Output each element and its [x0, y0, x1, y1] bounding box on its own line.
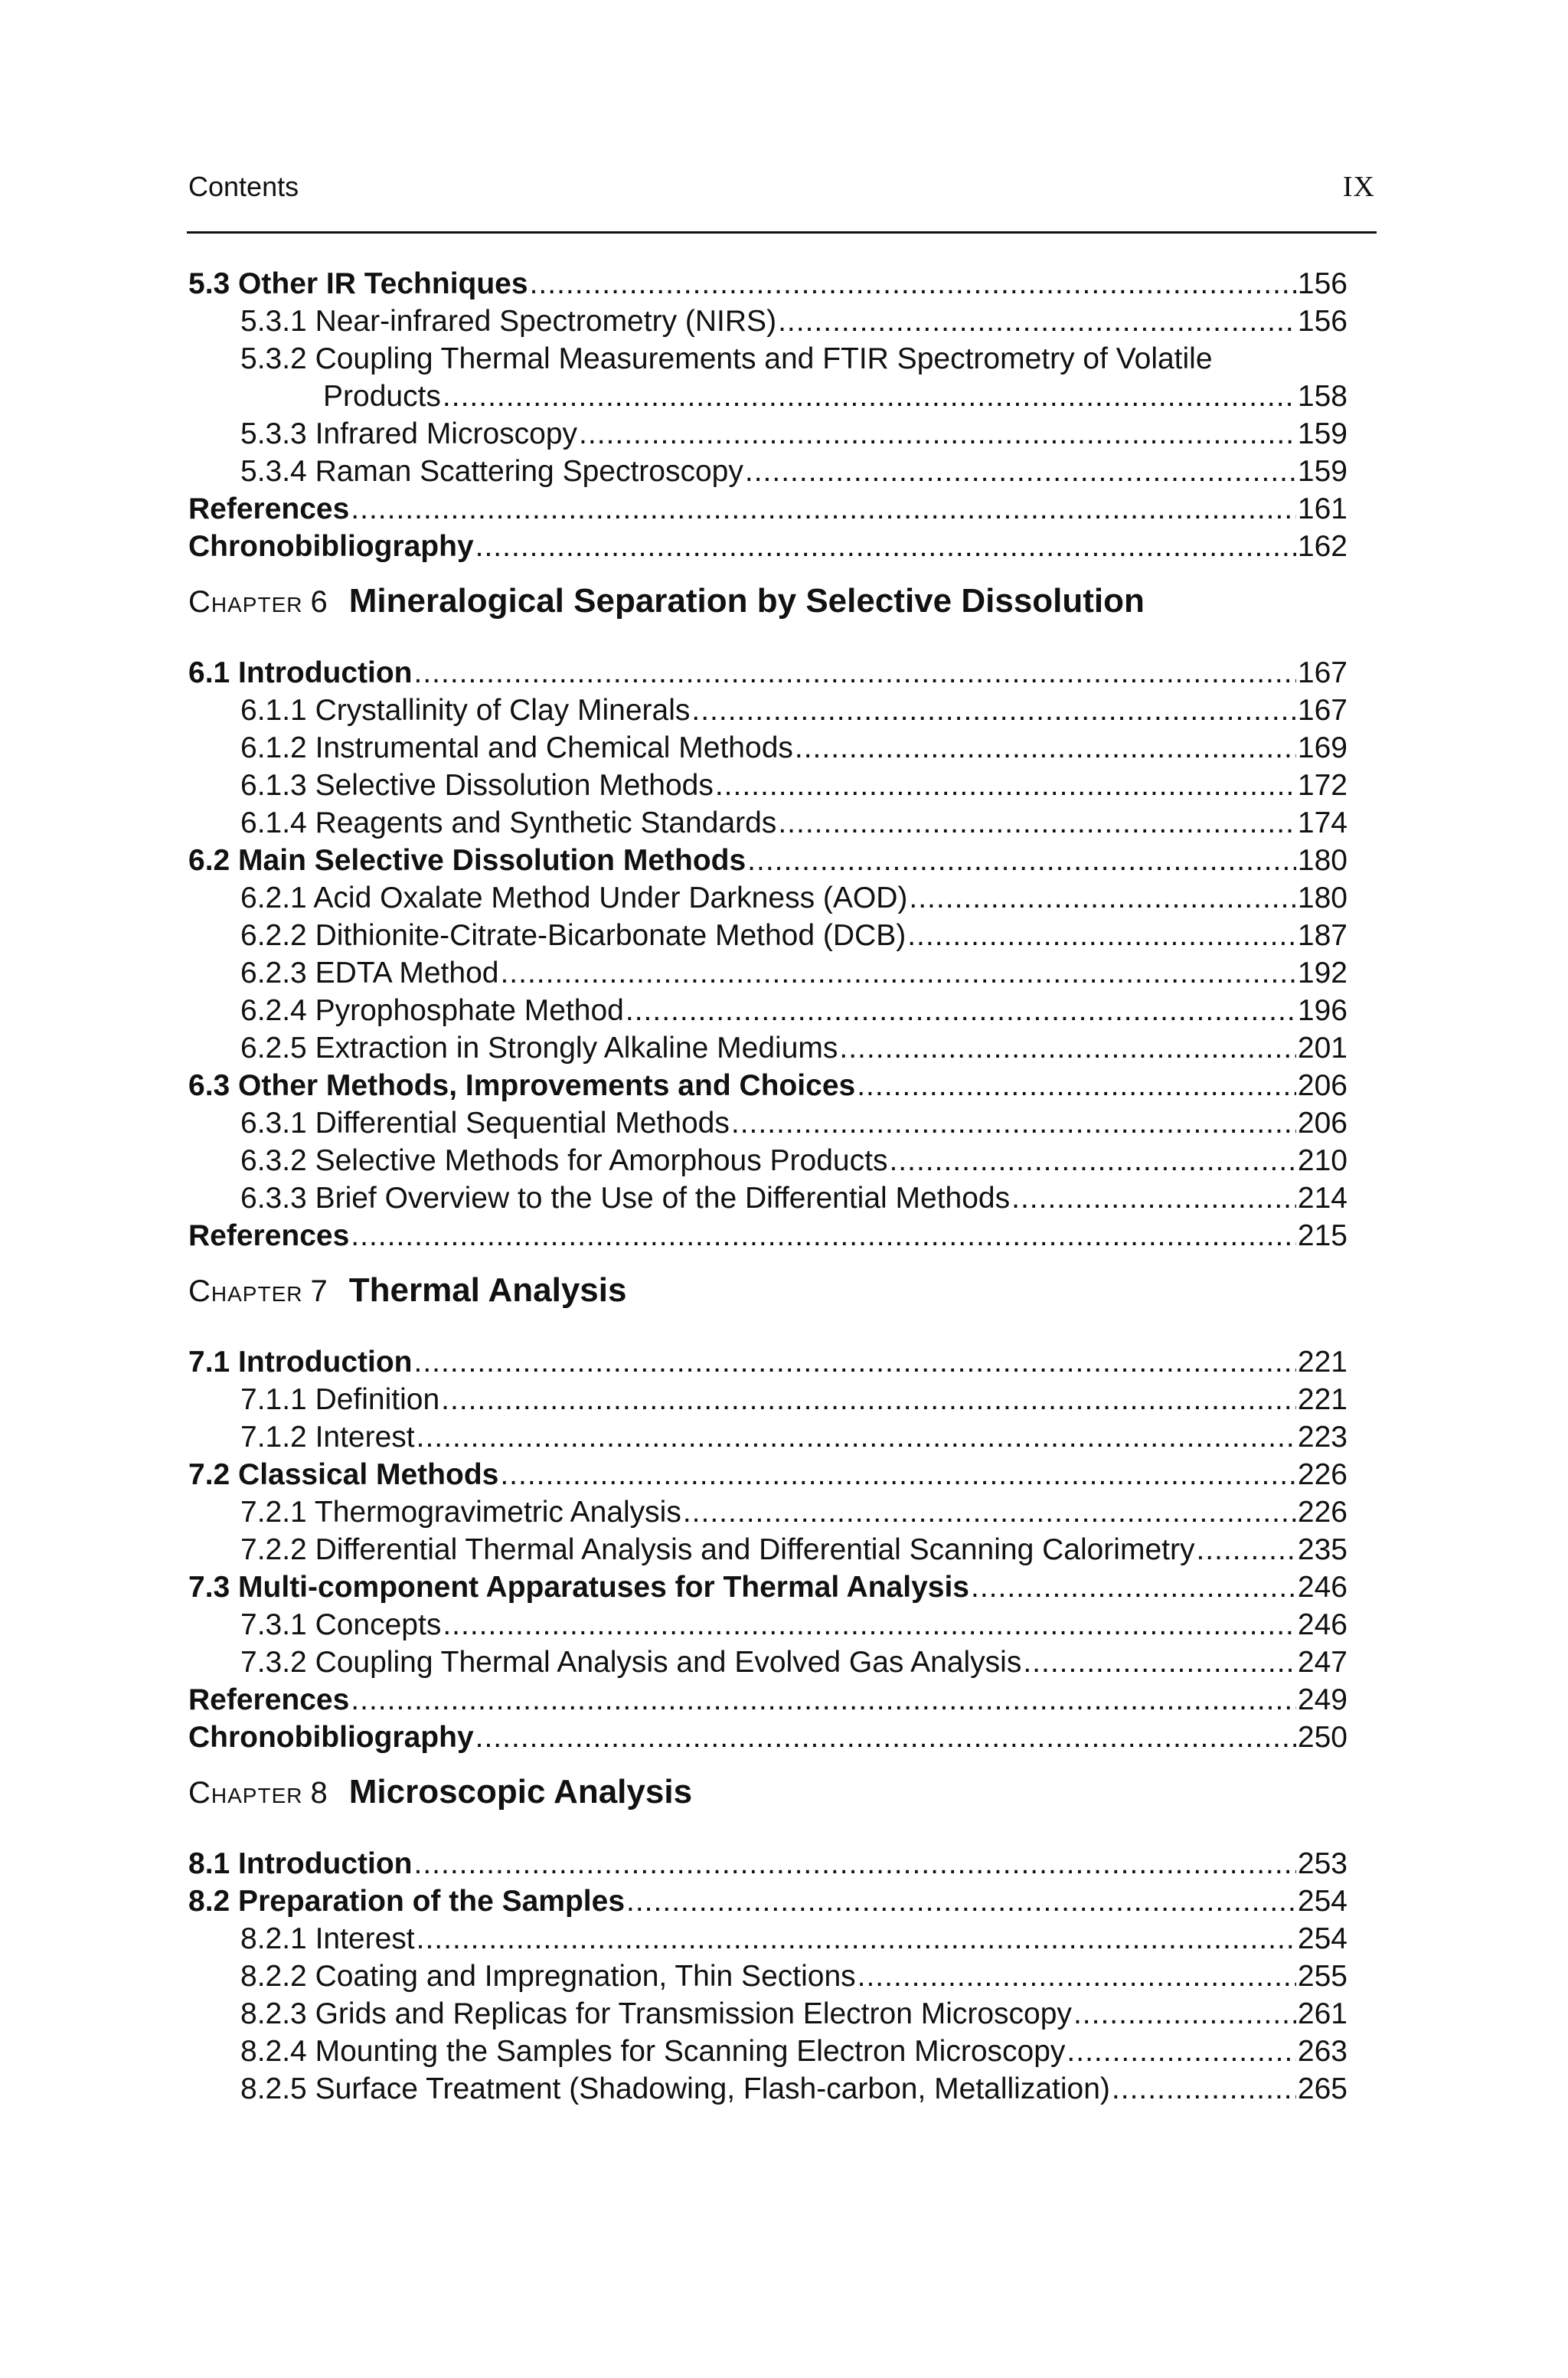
- toc-entry-title: 5.3 Other IR Techniques: [188, 267, 528, 300]
- toc-page-number: 201: [1297, 1032, 1348, 1065]
- toc-page-number: 169: [1297, 731, 1348, 764]
- toc-page-number: 261: [1297, 1997, 1348, 2030]
- toc-page-number: 221: [1297, 1383, 1348, 1416]
- chapter-title: Mineralogical Separation by Selective Dissolution: [348, 582, 1145, 620]
- toc-entry-title: 6.2.1 Acid Oxalate Method Under Darkness (AOD): [240, 882, 908, 914]
- toc-entry-title: 6.3.1 Differential Sequential Methods: [240, 1107, 730, 1140]
- toc-page-number: 255: [1297, 1960, 1348, 1993]
- chapter-title: Microscopic Analysis: [348, 1773, 693, 1810]
- toc-section-entry[interactable]: [188, 654, 1348, 692]
- dot-leader: [691, 692, 1296, 729]
- toc-section-entry[interactable]: [188, 1217, 1348, 1254]
- toc-page-number: 226: [1297, 1458, 1348, 1491]
- toc-page-number: 214: [1297, 1182, 1348, 1215]
- dot-leader: [683, 1493, 1296, 1531]
- toc-page-number: 172: [1297, 769, 1348, 802]
- toc-page-number: 250: [1297, 1721, 1348, 1754]
- toc-page-number: 161: [1297, 492, 1348, 525]
- toc-subsection-entry[interactable]: [188, 1644, 1348, 1681]
- dot-leader: [475, 528, 1296, 565]
- toc-page-number: 180: [1297, 882, 1348, 914]
- toc-section-entry[interactable]: [188, 1681, 1348, 1719]
- dot-leader: [858, 1958, 1296, 1995]
- page-number: IX: [1342, 171, 1375, 203]
- toc-entry-title: 5.3.2 Coupling Thermal Measurements and FTIR Spectrometry of Volatile: [240, 342, 1213, 375]
- toc-page-number: 206: [1297, 1107, 1348, 1140]
- dot-leader: [475, 1719, 1296, 1756]
- toc-page-number: 254: [1297, 1922, 1348, 1955]
- toc-subsection-entry[interactable]: [188, 1606, 1348, 1644]
- toc-entry-title: 8.2.1 Interest: [240, 1922, 415, 1955]
- toc-subsection-entry[interactable]: [188, 1381, 1348, 1418]
- dot-leader: [715, 767, 1296, 804]
- dot-leader: [500, 954, 1295, 992]
- chapter-word: Chapter: [188, 1776, 303, 1810]
- toc-entry-title: 7.3.2 Coupling Thermal Analysis and Evolved Gas Analysis: [240, 1646, 1022, 1679]
- toc-entry-title: 5.3.3 Infrared Microscopy: [240, 417, 578, 450]
- toc-subsection-entry[interactable]: [188, 1104, 1348, 1142]
- toc-subsection-entry[interactable]: [188, 415, 1348, 453]
- chapter-title: Thermal Analysis: [348, 1271, 627, 1309]
- toc-entry-title: 6.2.4 Pyrophosphate Method: [240, 994, 624, 1027]
- chapter-word: Chapter: [188, 1274, 303, 1308]
- toc-subsection-entry[interactable]: [188, 767, 1348, 804]
- toc-entry-title: 8.2.4 Mounting the Samples for Scanning Electron Microscopy: [240, 2035, 1066, 2068]
- toc-entry-title: References: [188, 492, 350, 525]
- dot-leader: [416, 1920, 1296, 1958]
- toc-page-number: 263: [1297, 2035, 1348, 2068]
- chapter-number: 8: [310, 1776, 328, 1810]
- toc-entry-title: 7.2 Classical Methods: [188, 1458, 499, 1491]
- dot-leader: [351, 1681, 1296, 1719]
- toc-page-number: 156: [1297, 305, 1348, 338]
- toc-subsection-entry[interactable]: [188, 1531, 1348, 1568]
- running-head-title: Contents: [188, 171, 299, 202]
- toc-page-number: 210: [1297, 1144, 1348, 1177]
- toc-entry-title: 7.2.2 Differential Thermal Analysis and Differential Scanning Calorimetry: [240, 1533, 1195, 1566]
- toc-page-number: 249: [1297, 1683, 1348, 1716]
- toc-entry-title: 8.2 Preparation of the Samples: [188, 1885, 626, 1918]
- toc-section-entry[interactable]: [188, 265, 1348, 303]
- toc-subsection-entry[interactable]: [188, 1493, 1348, 1531]
- toc-section-chapter-6: [188, 654, 1348, 1254]
- dot-leader: [745, 453, 1296, 490]
- dot-leader: [909, 879, 1296, 917]
- dot-leader: [778, 303, 1296, 340]
- dot-leader: [731, 1104, 1296, 1142]
- toc-subsection-entry[interactable]: [188, 340, 1348, 378]
- dot-leader: [839, 1029, 1296, 1067]
- toc-section-chapter-8: [188, 1845, 1348, 2108]
- toc-section-entry[interactable]: [188, 1845, 1348, 1882]
- toc-entry-title: 6.1.2 Instrumental and Chemical Methods: [240, 731, 793, 764]
- toc-subsection-entry[interactable]: [188, 1418, 1348, 1456]
- toc-subsection-entry[interactable]: [188, 2070, 1348, 2108]
- toc-page-number: 206: [1297, 1069, 1348, 1102]
- dot-leader: [857, 1067, 1296, 1104]
- toc-page-number: 235: [1297, 1533, 1348, 1566]
- dot-leader: [1073, 1995, 1296, 2033]
- toc-entry-title: 6.1 Introduction: [188, 656, 413, 689]
- toc-section-top: [188, 265, 1348, 565]
- toc-page-number: 180: [1297, 844, 1348, 877]
- dot-leader: [1023, 1644, 1296, 1681]
- dot-leader: [907, 917, 1296, 954]
- toc-page-number: 192: [1297, 957, 1348, 989]
- toc-section-entry[interactable]: [188, 1882, 1348, 1920]
- dot-leader: [414, 1343, 1296, 1381]
- toc-subsection-entry[interactable]: [188, 1995, 1348, 2033]
- toc-entry-title: 7.3 Multi-component Apparatuses for Thermal Analysis: [188, 1571, 969, 1604]
- toc-subsection-entry[interactable]: [188, 1920, 1348, 1958]
- toc-section-entry[interactable]: [188, 1568, 1348, 1606]
- toc-entry-title: 7.1.1 Definition: [240, 1383, 440, 1416]
- toc-page-number: 159: [1297, 455, 1348, 488]
- toc-page-number: 167: [1297, 656, 1348, 689]
- toc-entry-title: 5.3.1 Near-infrared Spectrometry (NIRS): [240, 305, 777, 338]
- toc-page-number: 162: [1297, 530, 1348, 563]
- toc-entry-title: 8.2.5 Surface Treatment (Shadowing, Flash-carbon, Metallization): [240, 2072, 1110, 2105]
- header-rule: [187, 231, 1377, 234]
- dot-leader: [579, 415, 1296, 453]
- dot-leader: [795, 729, 1296, 767]
- toc-section-chapter-7: [188, 1343, 1348, 1756]
- table-of-contents: [188, 265, 1348, 2108]
- toc-page-number: 158: [1297, 380, 1348, 413]
- toc-entry-title: Chronobibliography: [188, 1721, 474, 1754]
- toc-subsection-entry[interactable]: [188, 992, 1348, 1029]
- toc-section-entry[interactable]: [188, 1343, 1348, 1381]
- dot-leader: [414, 654, 1296, 692]
- toc-entry-title: 6.3.3 Brief Overview to the Use of the Differential Methods: [240, 1182, 1011, 1215]
- dot-leader: [351, 490, 1296, 528]
- toc-entry-title: 7.2.1 Thermogravimetric Analysis: [240, 1496, 681, 1529]
- dot-leader: [1011, 1179, 1296, 1217]
- dot-leader: [778, 804, 1296, 842]
- chapter-word: Chapter: [188, 585, 303, 619]
- toc-page-number: 253: [1297, 1847, 1348, 1880]
- toc-subsection-entry[interactable]: [188, 917, 1348, 954]
- toc-entry-title: 6.1.3 Selective Dissolution Methods: [240, 769, 714, 802]
- toc-entry-title: Chronobibliography: [188, 530, 474, 563]
- toc-page-number: 159: [1297, 417, 1348, 450]
- dot-leader: [626, 992, 1296, 1029]
- chapter-8-heading: [188, 1773, 1348, 1834]
- toc-page-number: 196: [1297, 994, 1348, 1027]
- toc-subsection-entry[interactable]: [188, 804, 1348, 842]
- dot-leader: [530, 265, 1296, 303]
- toc-entry-title: 6.3.2 Selective Methods for Amorphous Products: [240, 1144, 888, 1177]
- toc-page-number: 246: [1297, 1571, 1348, 1604]
- toc-entry-title: 6.2.5 Extraction in Strongly Alkaline Mediums: [240, 1032, 838, 1065]
- dot-leader: [443, 378, 1296, 415]
- toc-entry-title: 6.2 Main Selective Dissolution Methods: [188, 844, 746, 877]
- chapter-number: 7: [310, 1274, 328, 1308]
- toc-entry-title: 7.1 Introduction: [188, 1346, 413, 1379]
- toc-subsection-entry[interactable]: [188, 729, 1348, 767]
- dot-leader: [1067, 2033, 1296, 2070]
- chapter-7-heading: [188, 1271, 1348, 1333]
- toc-subsection-entry[interactable]: [188, 1958, 1348, 1995]
- toc-entry-title: 8.2.3 Grids and Replicas for Transmission Electron Microscopy: [240, 1997, 1072, 2030]
- toc-subsection-entry[interactable]: [188, 1179, 1348, 1217]
- toc-section-entry[interactable]: [188, 1067, 1348, 1104]
- dot-leader: [416, 1418, 1296, 1456]
- toc-entry-title: 7.3.1 Concepts: [240, 1608, 442, 1641]
- dot-leader: [747, 842, 1296, 879]
- toc-entry-title: 6.1.1 Crystallinity of Clay Minerals: [240, 694, 691, 727]
- toc-page-number: 187: [1297, 919, 1348, 952]
- dot-leader: [1196, 1531, 1295, 1568]
- toc-page-number: 167: [1297, 694, 1348, 727]
- dot-leader: [971, 1568, 1296, 1606]
- toc-subsection-entry[interactable]: [188, 879, 1348, 917]
- dot-leader: [889, 1142, 1295, 1179]
- chapter-6-heading: [188, 582, 1348, 643]
- dot-leader: [414, 1845, 1296, 1882]
- toc-subsection-entry[interactable]: [188, 1029, 1348, 1067]
- toc-section-entry[interactable]: [188, 1719, 1348, 1756]
- dot-leader: [443, 1606, 1296, 1644]
- dot-leader: [626, 1882, 1296, 1920]
- toc-entry-title: 6.3 Other Methods, Improvements and Choices: [188, 1069, 856, 1102]
- toc-entry-title: 7.1.2 Interest: [240, 1421, 415, 1454]
- toc-page-number: 247: [1297, 1646, 1348, 1679]
- toc-entry-title: 8.2.2 Coating and Impregnation, Thin Sections: [240, 1960, 856, 1993]
- dot-leader: [441, 1381, 1296, 1418]
- toc-subsection-entry[interactable]: [188, 2033, 1348, 2070]
- toc-section-entry[interactable]: [188, 490, 1348, 528]
- toc-subsection-entry[interactable]: [188, 954, 1348, 992]
- toc-page-number: 221: [1297, 1346, 1348, 1379]
- toc-section-entry[interactable]: [188, 528, 1348, 565]
- toc-subsection-entry[interactable]: [188, 1142, 1348, 1179]
- toc-page-number: 156: [1297, 267, 1348, 300]
- toc-entry-title: 6.1.4 Reagents and Synthetic Standards: [240, 806, 777, 839]
- toc-subsection-entry[interactable]: [188, 303, 1348, 340]
- dot-leader: [351, 1217, 1296, 1254]
- toc-entry-title: 6.2.2 Dithionite-Citrate-Bicarbonate Method (DCB): [240, 919, 906, 952]
- toc-subsection-entry[interactable]: [188, 453, 1348, 490]
- dot-leader: [500, 1456, 1296, 1493]
- toc-entry-title: References: [188, 1683, 350, 1716]
- toc-entry-title: 5.3.4 Raman Scattering Spectroscopy: [240, 455, 743, 488]
- toc-page-number: 226: [1297, 1496, 1348, 1529]
- toc-entry-title: 8.1 Introduction: [188, 1847, 413, 1880]
- toc-page-number: 246: [1297, 1608, 1348, 1641]
- chapter-number: 6: [310, 585, 328, 619]
- toc-page-number: 254: [1297, 1885, 1348, 1918]
- toc-entry-title: Products: [323, 380, 441, 413]
- toc-entry-title: 6.2.3 EDTA Method: [240, 957, 499, 989]
- toc-page-number: 174: [1297, 806, 1348, 839]
- dot-leader: [1112, 2070, 1296, 2108]
- toc-page-number: 223: [1297, 1421, 1348, 1454]
- toc-section-entry[interactable]: [188, 842, 1348, 879]
- toc-entry-title: References: [188, 1219, 350, 1252]
- toc-page-number: 265: [1297, 2072, 1348, 2105]
- toc-page-number: 215: [1297, 1219, 1348, 1252]
- toc-subsection-entry[interactable]: [188, 692, 1348, 729]
- running-head: [188, 170, 1375, 204]
- toc-subsection-entry[interactable]: [188, 378, 1348, 415]
- toc-section-entry[interactable]: [188, 1456, 1348, 1493]
